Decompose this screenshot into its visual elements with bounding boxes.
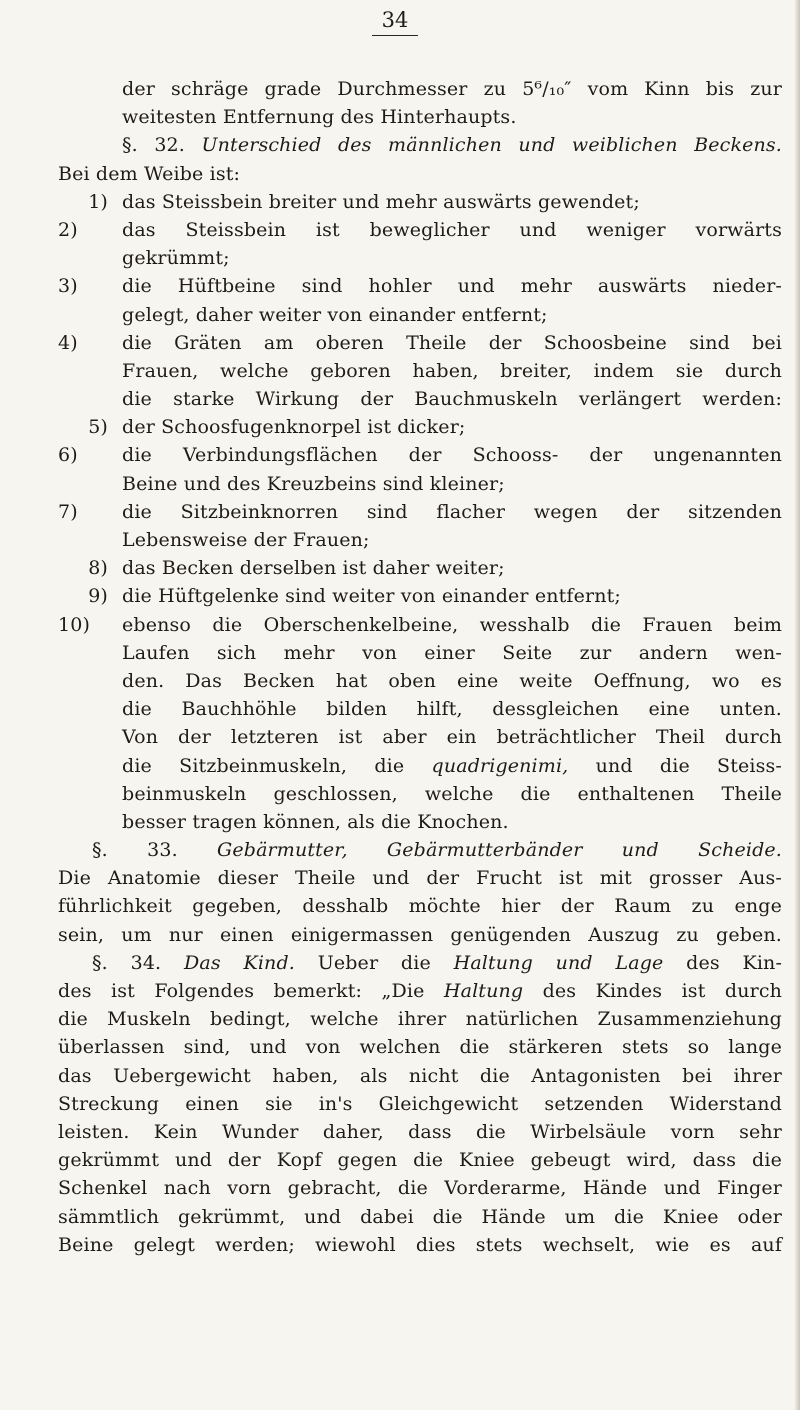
text-line: Beine gelegt werden; wiewohl dies stets wechselt, wie es auf xyxy=(58,1233,782,1256)
list-number: 7) xyxy=(58,500,78,523)
list-number: 10) xyxy=(58,613,91,636)
text-line: Laufen sich mehr von einer Seite zur andern wen- xyxy=(122,641,782,664)
text-line: die starke Wirkung der Bauchmuskeln verlängert werden: xyxy=(122,388,782,411)
list-item: 9) die Hüftgelenke sind weiter von einander entfernt; xyxy=(58,582,782,610)
section-heading-34: §. 34. Das Kind. Ueber die Haltung und Lage des Kin- xyxy=(92,951,783,974)
section-heading-32: §. 32. Unterschied des männlichen und weiblichen Beckens. xyxy=(122,134,782,157)
text-line: sein, um nur einen einigermassen genügenden Auszug zu geben. xyxy=(58,923,782,946)
list-number: 2) xyxy=(58,218,78,241)
text-line: die Muskeln bedingt, welche ihrer natürlichen Zusammenziehung xyxy=(58,1008,782,1031)
list-number: 5) xyxy=(88,416,108,439)
list-number: 9) xyxy=(88,585,108,608)
list-number: 1) xyxy=(88,190,108,213)
text-line: des ist Folgendes bemerkt: „Die Haltung des Kindes ist durch xyxy=(58,980,782,1002)
list-number: 4) xyxy=(58,331,78,354)
section-title: Unterschied des männlichen und weiblichen Beckens. xyxy=(201,134,782,157)
list-item: 3) die Hüftbeine sind hohler und mehr auswärts nieder- xyxy=(58,272,782,300)
text-line: beinmuskeln geschlossen, welche die enthaltenen Theile xyxy=(122,782,782,805)
text-line: gekrümmt und der Kopf gegen die Kniee gebeugt wird, dass die xyxy=(58,1149,782,1172)
section-title: Gebärmutter, Gebärmutterbänder und Scheide. xyxy=(217,839,782,862)
text-line: überlassen sind, und von welchen die stärkeren stets so lange xyxy=(58,1036,782,1059)
list-item: 8) das Becken derselben ist daher weiter; xyxy=(58,554,782,582)
text-line: weitesten Entfernung des Hinterhaupts. xyxy=(122,106,517,129)
text-line: die Bauchhöhle bilden hilft, dessgleichen eine unten. xyxy=(122,698,782,721)
text-line: Schenkel nach vorn gebracht, die Vorderarme, Hände und Finger xyxy=(58,1177,782,1200)
text-line: leisten. Kein Wunder daher, dass die Wirbelsäule vorn sehr xyxy=(58,1120,782,1143)
text-line: besser tragen können, als die Knochen. xyxy=(122,810,509,833)
page-edge-shadow xyxy=(794,0,800,1410)
section-title: Das Kind. xyxy=(183,951,295,974)
page-number-rule xyxy=(372,35,418,36)
list-number: 6) xyxy=(58,444,78,467)
text-line: Frauen, welche geboren haben, breiter, indem sie durch xyxy=(122,359,782,382)
text-line: Bei dem Weibe ist: xyxy=(58,162,241,185)
list-item: 6) die Verbindungsflächen der Schooss- der ungenannten xyxy=(58,441,782,469)
page-number: 34 xyxy=(381,8,409,32)
text-line: das Uebergewicht haben, als nicht die Antagonisten bei ihrer xyxy=(58,1064,782,1087)
text-line: Lebensweise der Frauen; xyxy=(122,529,370,551)
text-line: führlichkeit gegeben, desshalb möchte hier der Raum zu enge xyxy=(58,895,782,918)
list-number: 8) xyxy=(88,557,108,580)
emphasis: Haltung und Lage xyxy=(453,951,664,974)
page-text xyxy=(58,75,782,1259)
list-item: 2) das Steissbein ist beweglicher und weniger vorwärts xyxy=(58,216,782,244)
list-item: 4) die Gräten am oberen Theile der Schoosbeine sind bei xyxy=(58,329,782,357)
text-line: gelegt, daher weiter von einander entfernt; xyxy=(122,303,548,326)
text-line: Von der letzteren ist aber ein beträchtlicher Theil durch xyxy=(122,726,782,749)
text-line: gekrümmt; xyxy=(122,247,230,270)
list-item: 1) das Steissbein breiter und mehr auswärts gewendet; xyxy=(58,188,782,216)
text-line: Die Anatomie dieser Theile und der Frucht ist mit grosser Aus- xyxy=(58,867,782,890)
latin-term: quadrigenimi, xyxy=(431,754,569,777)
list-item: 7) die Sitzbeinknorren sind flacher wegen der sitzenden xyxy=(58,498,782,526)
text-line: sämmtlich gekrümmt, und dabei die Hände um die Kniee oder xyxy=(58,1205,782,1228)
list-item: 10) ebenso die Oberschenkelbeine, wesshalb die Frauen beim xyxy=(58,611,782,639)
text-line: den. Das Becken hat oben eine weite Oeffnung, wo es xyxy=(122,669,782,692)
emphasis: Haltung xyxy=(443,980,524,1002)
text-line: die Sitzbeinmuskeln, die quadrigenimi, und die Steiss- xyxy=(122,754,782,777)
list-number: 3) xyxy=(58,275,78,298)
text-line: der schräge grade Durchmesser zu 5⁶/₁₀″ vom Kinn bis zur xyxy=(122,78,782,100)
list-item: 5) der Schoosfugenknorpel ist dicker; xyxy=(58,413,782,441)
text-line: Streckung einen sie in's Gleichgewicht setzenden Widerstand xyxy=(58,1092,782,1115)
text-line: Beine und des Kreuzbeins sind kleiner; xyxy=(122,472,505,495)
section-heading-33: §. 33. Gebärmutter, Gebärmutterbänder und Scheide. xyxy=(92,839,782,862)
